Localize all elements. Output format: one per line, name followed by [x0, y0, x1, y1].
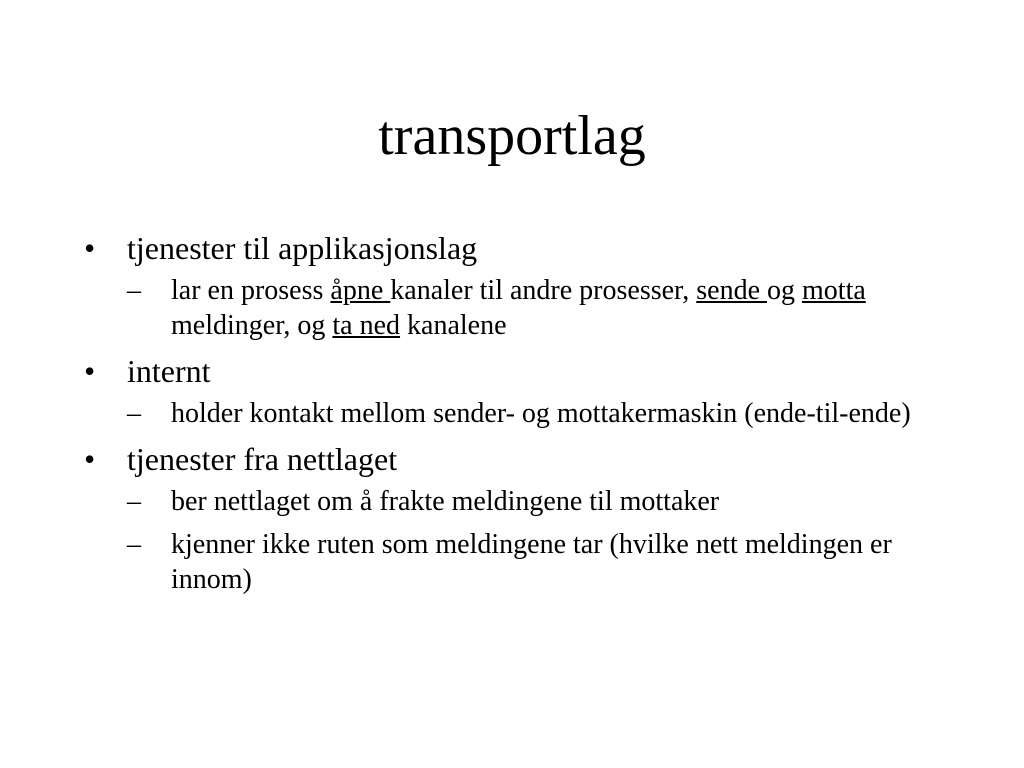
slide-title: transportlag [378, 105, 646, 167]
underlined-term-close: ta ned [332, 310, 401, 341]
underlined-term-send: sende [696, 275, 768, 306]
dash-icon: – [127, 398, 141, 429]
bullet-icon: • [84, 230, 96, 266]
text-segment: kanalene [400, 310, 507, 341]
bullet-icon: • [84, 441, 96, 477]
sub-bullet-text [171, 275, 866, 341]
underlined-term-receive: motta [802, 275, 866, 306]
dash-icon: – [127, 275, 141, 306]
bullet-item [84, 351, 954, 391]
text-segment: lar en prosess [171, 275, 331, 306]
bullet-icon: • [84, 353, 96, 389]
sub-bullet-item [127, 396, 954, 431]
bullet-text: internt [127, 353, 211, 389]
text-segment: meldinger, og [171, 310, 333, 341]
sub-bullet-item [127, 484, 954, 519]
bullet-text: tjenester fra nettlaget [127, 441, 398, 477]
sub-bullet-item [127, 527, 954, 597]
sub-bullet-item [127, 273, 954, 343]
text-segment: kanaler til andre prosesser, [390, 275, 697, 306]
bullet-text: tjenester til applikasjonslag [127, 230, 478, 266]
dash-icon: – [127, 529, 141, 560]
bullet-item [84, 228, 954, 268]
bullet-list [84, 228, 954, 605]
sub-bullet-text: kjenner ikke ruten som meldingene tar (hvilke nett meldingen er innom) [171, 529, 892, 595]
dash-icon: – [127, 486, 141, 517]
bullet-item [84, 439, 954, 479]
text-segment: og [767, 275, 803, 306]
sub-bullet-text: holder kontakt mellom sender- og mottakermaskin (ende-til-ende) [171, 398, 911, 429]
underlined-term-open: åpne [330, 275, 391, 306]
sub-bullet-text: ber nettlaget om å frakte meldingene til mottaker [171, 486, 720, 517]
